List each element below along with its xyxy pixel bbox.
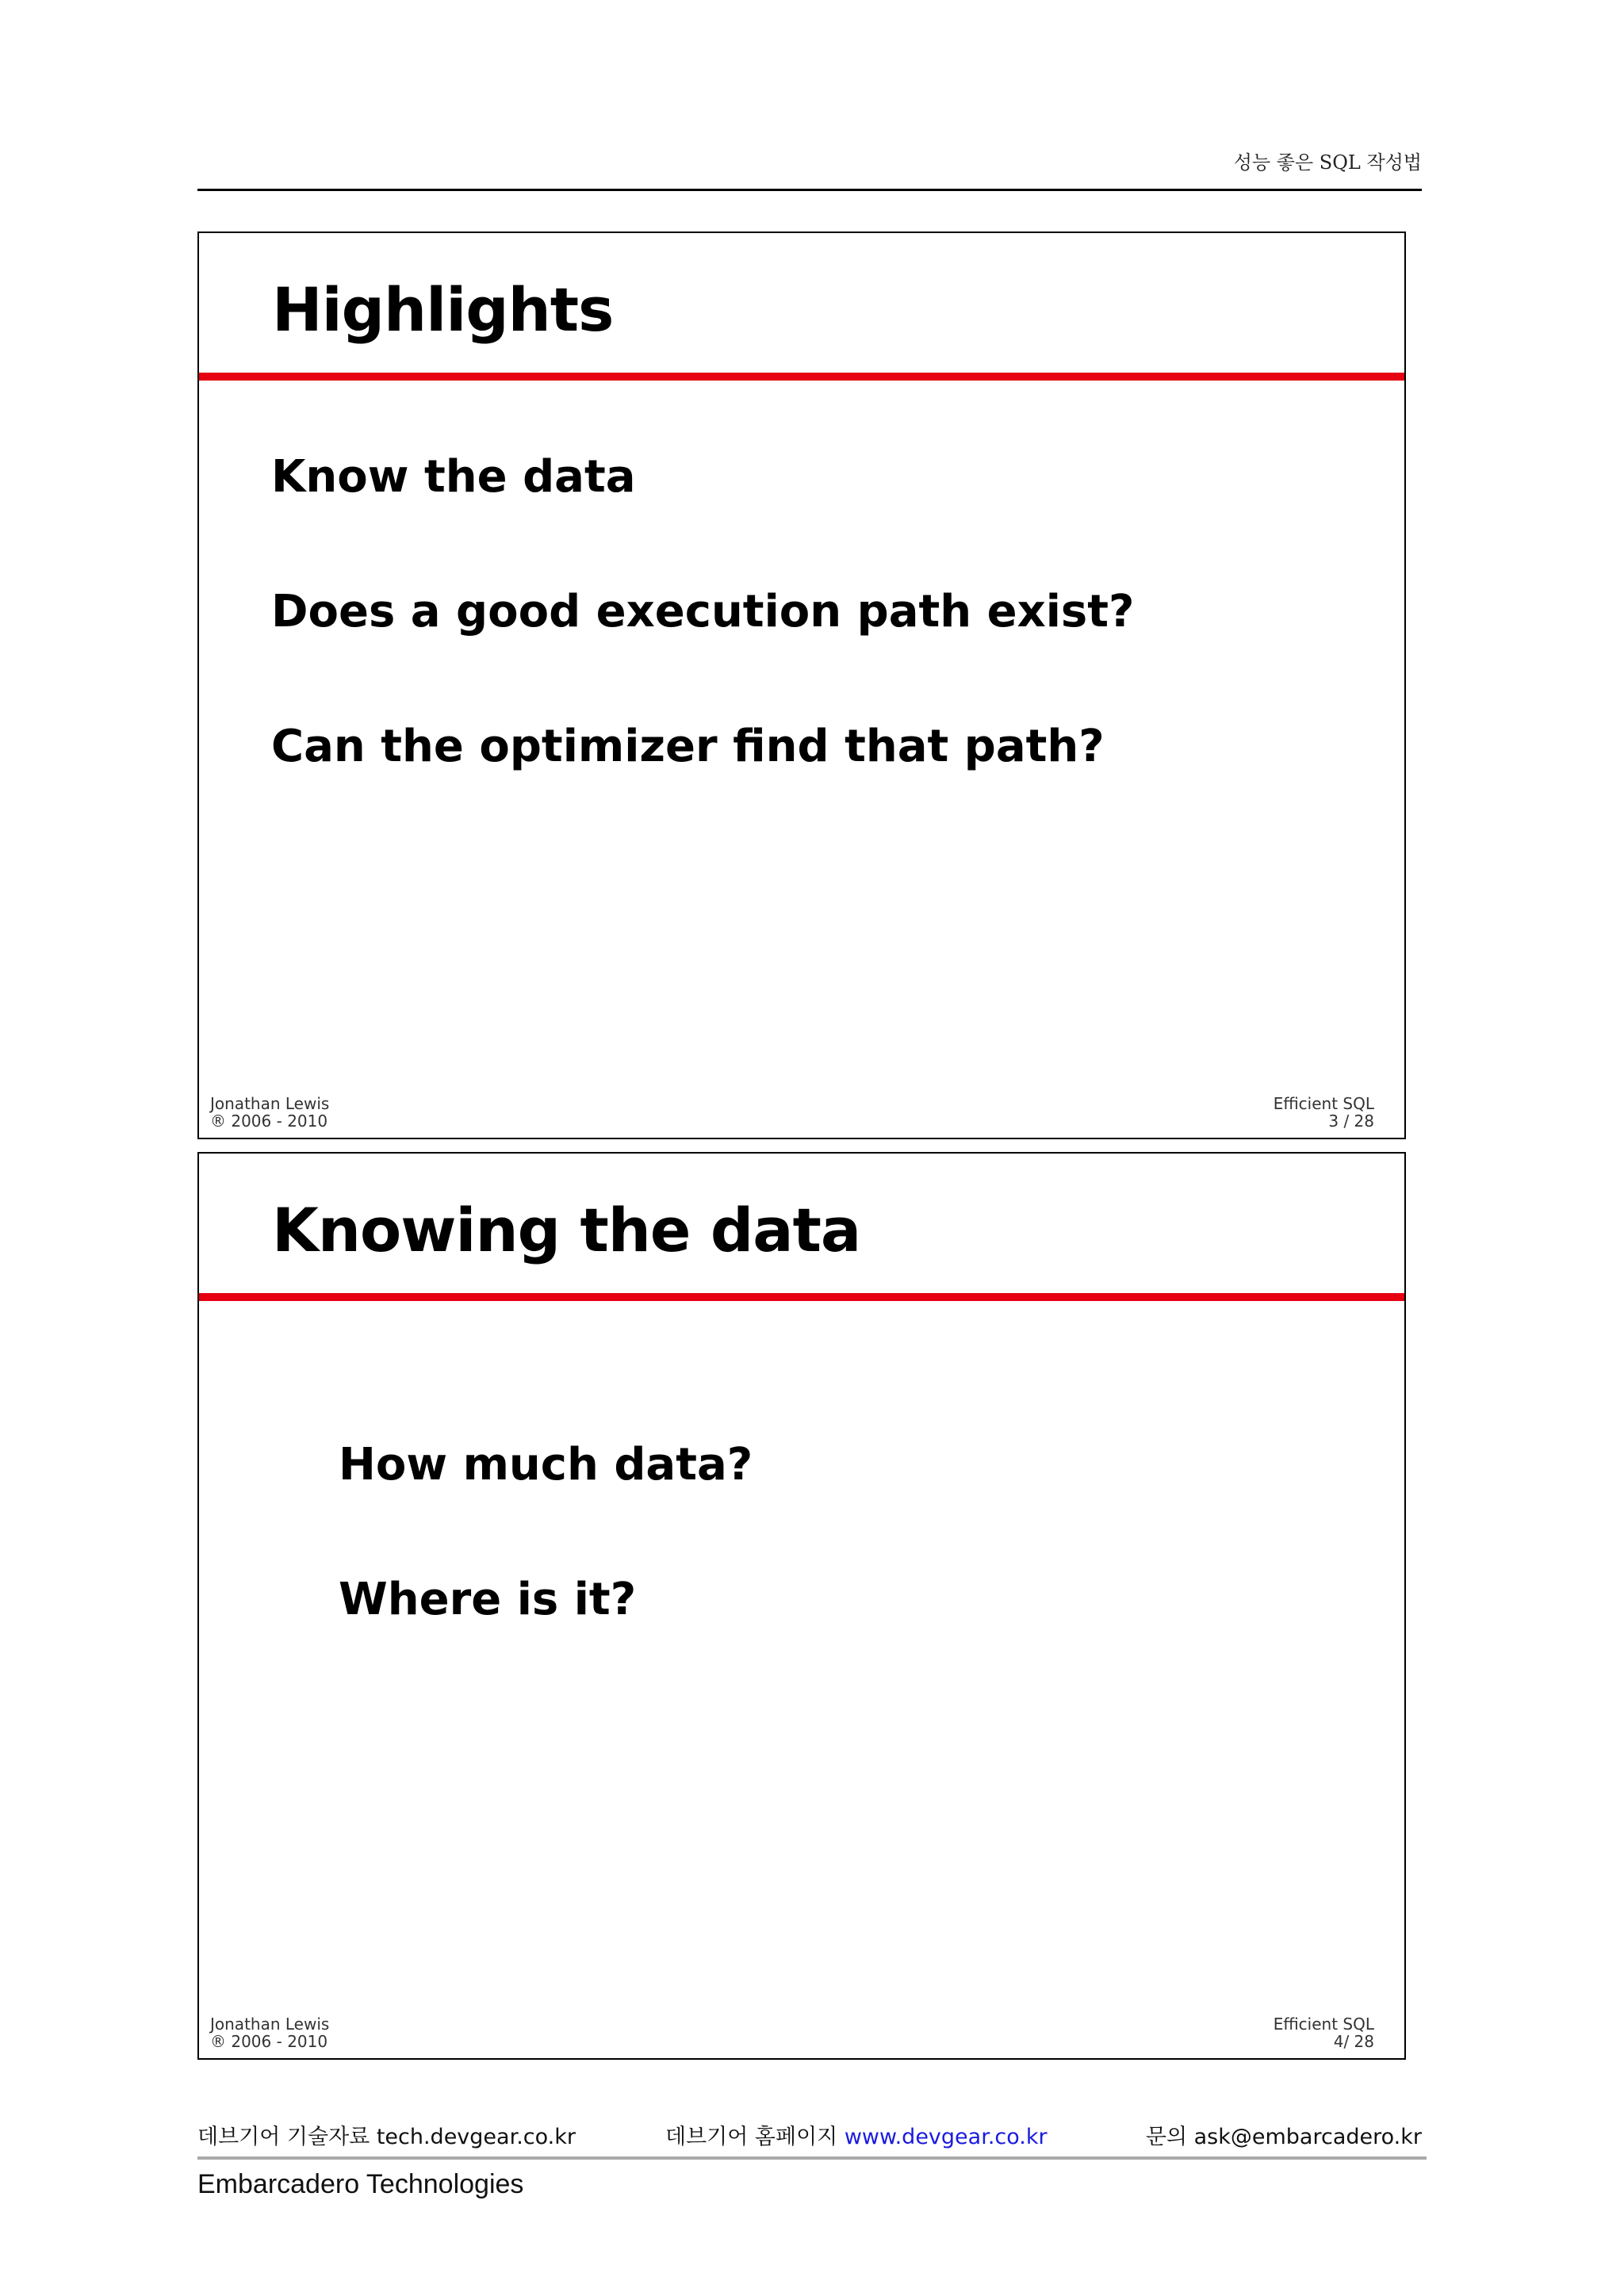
footer-homepage (665, 2119, 1048, 2150)
slide-copyright: ® 2006 - 2010 (210, 1112, 328, 1131)
slide-title-rule (199, 1293, 1404, 1301)
slide-author: Jonathan Lewis (210, 1094, 330, 1113)
bullet-item: Does a good execution path exist? (271, 586, 1135, 637)
slide-copyright: ® 2006 - 2010 (210, 2032, 328, 2051)
slide-footer-left (210, 2015, 329, 2050)
slide-course: Efficient SQL (1273, 1094, 1374, 1113)
slide-page-number: 4/ 28 (1333, 2032, 1374, 2051)
footer-contact: 문의 ask@embarcadero.kr (1145, 2125, 1422, 2149)
slide-footer-left (210, 1095, 329, 1130)
slide-highlights (197, 232, 1406, 1139)
slide-title: Knowing the data (272, 1195, 861, 1265)
slide-title: Highlights (272, 274, 614, 345)
bullet-item: How much data? (339, 1439, 753, 1490)
bullet-item: Where is it? (339, 1574, 637, 1625)
slide-footer-right (1274, 1095, 1374, 1130)
slide-title-rule (199, 373, 1404, 381)
slide-footer-right (1274, 2015, 1374, 2050)
slide-course: Efficient SQL (1273, 2015, 1374, 2034)
header-divider (197, 189, 1422, 191)
bullet-item: Know the data (271, 451, 636, 503)
footer-home-label: 데브기어 홈페이지 (665, 2125, 845, 2149)
footer-divider (197, 2156, 1427, 2160)
company-name: Embarcadero Technologies (197, 2169, 524, 2199)
footer-home-link[interactable]: www.devgear.co.kr (844, 2125, 1048, 2149)
bullet-item: Can the optimizer find that path? (271, 721, 1105, 772)
slide-page-number: 3 / 28 (1328, 1112, 1374, 1131)
page-header-title: 성능 좋은 SQL 작성법 (1233, 151, 1422, 174)
slide-author: Jonathan Lewis (210, 2015, 330, 2034)
footer-tech-label: 데브기어 기술자료 tech.devgear.co.kr (197, 2125, 576, 2149)
slide-knowing-the-data (197, 1152, 1406, 2060)
